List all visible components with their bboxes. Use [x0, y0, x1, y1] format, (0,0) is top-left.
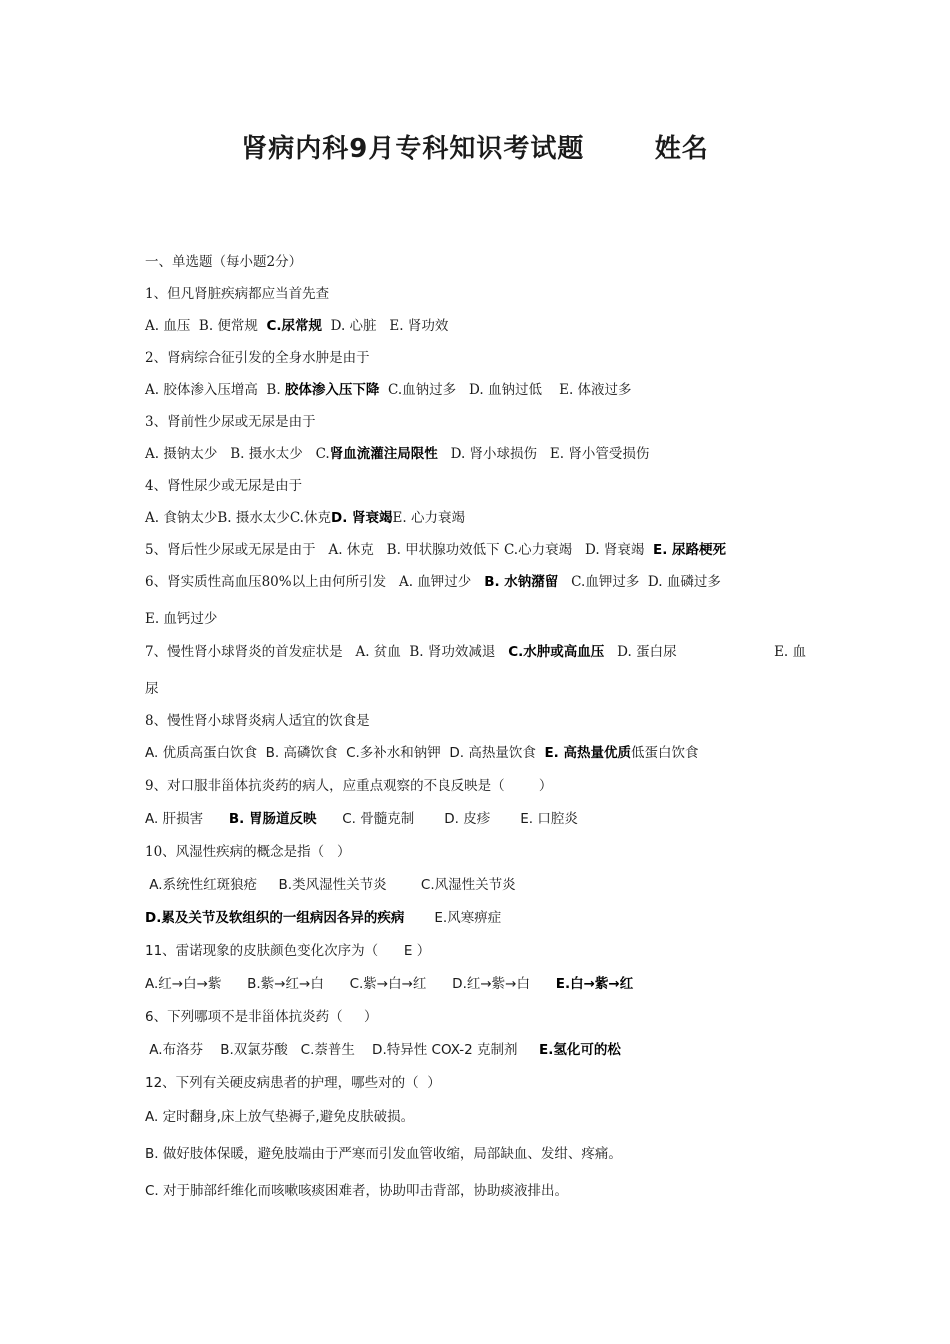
- question-12-stem: 12、下列有关硬皮病患者的护理，哪些对的（ ）: [145, 1075, 441, 1091]
- question-2-options-rest: C.血钠过多 D. 血钠过低 E. 体液过多: [379, 382, 632, 398]
- question-9-options-rest: C. 骨髓克制 D. 皮疹 E. 口腔炎: [316, 811, 578, 827]
- question-9-options: [145, 810, 578, 828]
- question-1-options-rest: D. 心脏 E. 肾功效: [322, 318, 449, 334]
- question-3-answer: 肾血流灌注局限性: [329, 446, 438, 462]
- question-7: [145, 643, 677, 661]
- question-12-option-c: C. 对于肺部纤维化而咳嗽咳痰困难者，协助叩击背部，协助痰液排出。: [145, 1183, 569, 1199]
- question-6b-options-list: A.布洛芬 B.双氯芬酸 C.萘普生 D.特异性 COX-2 克制剂: [145, 1042, 540, 1058]
- question-6-options-rest: C.血钾过多 D. 血磷过多: [558, 574, 721, 590]
- question-6b-answer: E.氢化可的松: [539, 1042, 621, 1058]
- question-7-option-e: E. 血: [774, 644, 806, 660]
- question-6b-stem: 6、下列哪项不是非甾体抗炎药（ ）: [145, 1009, 378, 1025]
- question-2-answer: 胶体渗入压下降: [284, 382, 380, 398]
- question-4-options: [145, 509, 465, 527]
- question-6-continuation: E. 血钙过少: [145, 611, 218, 627]
- question-4-answer: D. 肾衰竭: [330, 510, 393, 526]
- question-8-answer-rest: 低蛋白饮食: [631, 745, 699, 761]
- question-10-options: A.系统性红斑狼疮 B.类风湿性关节炎 C.风湿性关节炎: [145, 877, 516, 893]
- question-1-options: [145, 317, 448, 335]
- page-title: 肾病内科9月专科知识考试题 姓名: [241, 134, 709, 164]
- question-7-continuation: 尿: [145, 681, 159, 697]
- question-10-options-2: [145, 909, 501, 927]
- question-12-option-b: B. 做好肢体保暖，避免肢端由于严寒而引发血管收缩，局部缺血、发绀、疼痛。: [145, 1146, 622, 1162]
- question-8-options: [145, 744, 699, 762]
- question-10-answer: D.累及关节及软组织的一组病因各异的疾病: [145, 910, 405, 926]
- question-1-stem: 1、但凡肾脏疾病都应当首先查: [145, 286, 330, 302]
- question-8-answer: E. 高热量优质: [544, 745, 632, 761]
- question-10-option-e: E.风寒痹症: [404, 910, 502, 926]
- question-9-stem: 9、对口服非甾体抗炎药的病人，应重点观察的不良反映是（ ）: [145, 778, 553, 794]
- question-11-answer: E.白→紫→红: [555, 976, 634, 992]
- question-2-stem: 2、肾病综合征引发的全身水肿是由于: [145, 350, 370, 366]
- question-6: [145, 573, 721, 591]
- question-4-options-a: A. 食钠太少B. 摄水太少C.休克: [145, 510, 331, 526]
- question-4-stem: 4、肾性尿少或无尿是由于: [145, 478, 303, 494]
- question-8-options-list: A. 优质高蛋白饮食 B. 高磷饮食 C.多补水和钠钾 D. 高热量饮食: [145, 745, 545, 761]
- question-12-option-a: A. 定时翻身,床上放气垫褥子,避免皮肤破损。: [145, 1109, 415, 1125]
- section-heading: 一、单选题（每小题2分）: [145, 254, 303, 270]
- question-11-stem: 11、雷诺现象的皮肤颜色变化次序为（ E ）: [145, 943, 431, 959]
- question-5: [145, 541, 726, 559]
- question-5-stem: 5、肾后性少尿或无尿是由于 A. 休克 B. 甲状腺功效低下 C.心力衰竭 D. 肾衰竭: [145, 542, 653, 558]
- question-3-options: [145, 445, 649, 463]
- question-1-options-a: A. 血压 B. 便常规: [145, 318, 267, 334]
- question-7-stem: 7、慢性肾小球肾炎的首发症状是 A. 贫血 B. 肾功效减退: [145, 644, 509, 660]
- question-3-stem: 3、肾前性少尿或无尿是由于: [145, 414, 316, 430]
- question-1-answer: C.尿常规: [266, 318, 323, 334]
- question-8-stem: 8、慢性肾小球肾炎病人适宜的饮食是: [145, 713, 370, 729]
- question-11-options: [145, 975, 633, 993]
- question-10-stem: 10、风湿性疾病的概念是指（ ）: [145, 844, 351, 860]
- question-5-answer: E. 尿路梗死: [652, 542, 727, 558]
- question-6-answer: B. 水钠潴留: [484, 574, 559, 590]
- question-7-options-rest: D. 蛋白尿: [604, 644, 677, 660]
- question-11-options-list: A.红→白→紫 B.紫→红→白 C.紫→白→红 D.红→紫→白: [145, 976, 556, 992]
- question-6b-options: [145, 1041, 621, 1059]
- question-2-options-a: A. 胶体渗入压增高 B.: [145, 382, 285, 398]
- question-7-answer: C.水肿或高血压: [508, 644, 605, 660]
- question-3-options-a: A. 摄钠太少 B. 摄水太少 C.: [145, 446, 330, 462]
- question-4-options-rest: E. 心力衰竭: [392, 510, 465, 526]
- question-2-options: [145, 381, 632, 399]
- question-3-options-rest: D. 肾小球损伤 E. 肾小管受损伤: [437, 446, 650, 462]
- question-9-options-a: A. 肝损害: [145, 811, 229, 827]
- question-6-stem: 6、肾实质性高血压80%以上由何所引发 A. 血钾过少: [145, 574, 485, 590]
- question-9-answer: B. 胃肠道反映: [228, 811, 317, 827]
